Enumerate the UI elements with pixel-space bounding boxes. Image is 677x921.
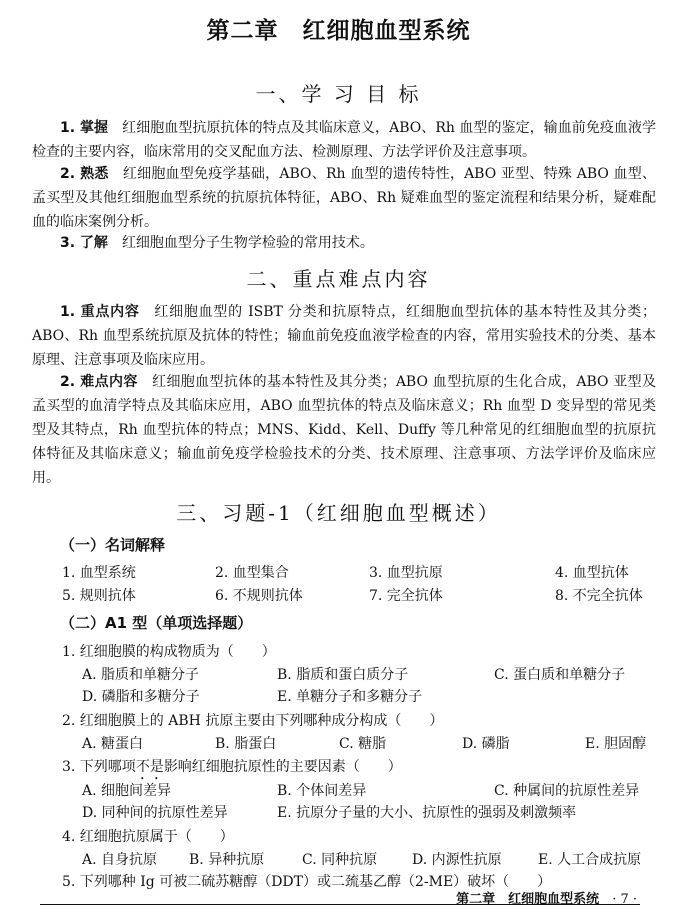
objective-label: 2. 熟悉 xyxy=(60,166,109,182)
objective-text: 红细胞血型免疫学基础，ABO、Rh 血型的遗传特性，ABO 亚型、特殊 ABO 血型、孟买型及其他红细胞血型系统的抗原抗体特征，ABO、Rh 疑难血型的鉴定流程和结果分析，疑难配血的临床案例分析。 xyxy=(32,166,656,230)
term-item: 1. 血型系统 xyxy=(62,565,136,581)
difficult-text: 红细胞血型抗体的基本特性及其分类；ABO 血型抗原的生化合成，ABO 亚型及孟买型的血清学特点及其临床应用，ABO 血型抗体的特点及临床意义；Rh 血型 D 变异型的常见类型及其特点，Rh 血型抗体的特点；MNS、Kidd、Kell、Duffy 等几种常见的红细胞血型的抗原抗体特征及其临床意义；输血前免疫学检验技术的分类、技术原理、注意事项、方法学评价及临床应用。 xyxy=(32,374,657,486)
question-stem: 1. 红细胞膜的构成物质为（ ） xyxy=(62,644,276,660)
difficult-content xyxy=(32,370,656,490)
option-item: C. 蛋白质和单糖分子 xyxy=(494,667,626,683)
option-item: B. 脂蛋白 xyxy=(215,736,277,752)
objective-understand xyxy=(32,231,656,255)
options-row xyxy=(0,780,677,802)
option-item: A. 细胞间差异 xyxy=(82,783,172,799)
option-item: A. 脂质和单糖分子 xyxy=(82,667,200,683)
term-item: 4. 血型抗体 xyxy=(555,565,629,581)
objective-text: 红细胞血型抗原抗体的特点及其临床意义，ABO、Rh 血型的鉴定，输血前免疫血液学检查的主要内容，临床常用的交叉配血方法、检测原理、方法学评价及注意事项。 xyxy=(32,120,657,160)
term-item: 7. 完全抗体 xyxy=(369,588,443,604)
objective-label: 1. 掌握 xyxy=(60,120,109,136)
objective-label: 3. 了解 xyxy=(60,235,108,251)
question-stem: 2. 红细胞膜上的 ABH 抗原主要由下列哪种成分构成（ ） xyxy=(62,713,444,729)
objective-familiar xyxy=(32,162,656,234)
term-item: 6. 不规则抗体 xyxy=(215,588,303,604)
option-item: B. 异种抗原 xyxy=(189,852,265,868)
options-row xyxy=(0,733,677,755)
options-row xyxy=(0,802,677,824)
stem-part: 影响红细胞抗原性的主要因素（ ） xyxy=(163,759,402,775)
option-item: D. 内源性抗原 xyxy=(412,852,502,868)
part-1-heading: （一）名词解释 xyxy=(60,536,166,554)
option-item: B. 脂质和蛋白质分子 xyxy=(277,667,409,683)
question-stem: 5. 下列哪种 Ig 可被二硫苏糖醇（DDT）或二巯基乙醇（2-ME）破坏（ ） xyxy=(62,874,552,890)
terms-row xyxy=(0,562,677,584)
option-item: B. 个体间差异 xyxy=(277,783,367,799)
option-item: E. 人工合成抗原 xyxy=(538,852,642,868)
option-item: D. 磷脂 xyxy=(462,736,510,752)
term-item: 2. 血型集合 xyxy=(215,565,289,581)
section-2-heading: 二、重点难点内容 xyxy=(246,267,431,291)
question-stem xyxy=(62,756,402,783)
option-item: C. 同种抗原 xyxy=(302,852,378,868)
objective-master xyxy=(32,116,656,164)
footer-title: 红细胞血型系统 xyxy=(508,892,600,907)
options-row xyxy=(0,849,677,871)
term-item: 8. 不完全抗体 xyxy=(555,588,643,604)
section-1-heading: 一、学 习 目 标 xyxy=(255,82,422,106)
key-text: 红细胞血型的 ISBT 分类和抗原特点，红细胞血型抗体的基本特性及其分类；ABO、Rh 血型系统抗原及抗体的特性；输血前免疫血液学检查的内容，常用实验技术的分类、基本原理、注意事项及临床应用。 xyxy=(32,304,656,368)
difficult-label: 2. 难点内容 xyxy=(60,374,138,390)
options-row xyxy=(0,664,677,686)
term-item: 3. 血型抗原 xyxy=(369,565,443,581)
option-item: D. 同种间的抗原性差异 xyxy=(82,805,228,821)
option-item: A. 糖蛋白 xyxy=(82,736,144,752)
chapter-title: 第二章 红细胞血型系统 xyxy=(206,18,471,44)
option-item: E. 单糖分子和多糖分子 xyxy=(277,689,423,705)
option-item: C. 糖脂 xyxy=(339,736,387,752)
options-row xyxy=(0,686,677,708)
question-stem: 4. 红细胞抗原属于（ ） xyxy=(62,829,234,845)
option-item: A. 自身抗原 xyxy=(82,852,158,868)
option-item: E. 胆固醇 xyxy=(585,736,647,752)
footer-chapter: 第二章 xyxy=(456,892,496,907)
key-content xyxy=(32,300,656,372)
terms-row xyxy=(0,585,677,607)
objective-text: 红细胞血型分子生物学检验的常用技术。 xyxy=(121,235,374,251)
page-number: · 7 · xyxy=(612,892,637,907)
section-3-heading: 三、习题-1（红细胞血型概述） xyxy=(176,501,501,525)
key-label: 1. 重点内容 xyxy=(60,304,140,320)
option-item: D. 磷脂和多糖分子 xyxy=(82,689,200,705)
stem-emphasis: 不是 xyxy=(135,759,164,775)
term-item: 5. 规则抗体 xyxy=(62,588,136,604)
footer-rule xyxy=(40,904,640,905)
option-item: C. 种属间的抗原性差异 xyxy=(494,783,640,799)
stem-part: 3. 下列哪项 xyxy=(62,759,136,775)
part-2-heading: （二）A1 型（单项选择题） xyxy=(60,614,253,632)
option-item: E. 抗原分子量的大小、抗原性的强弱及刺激频率 xyxy=(277,805,577,821)
